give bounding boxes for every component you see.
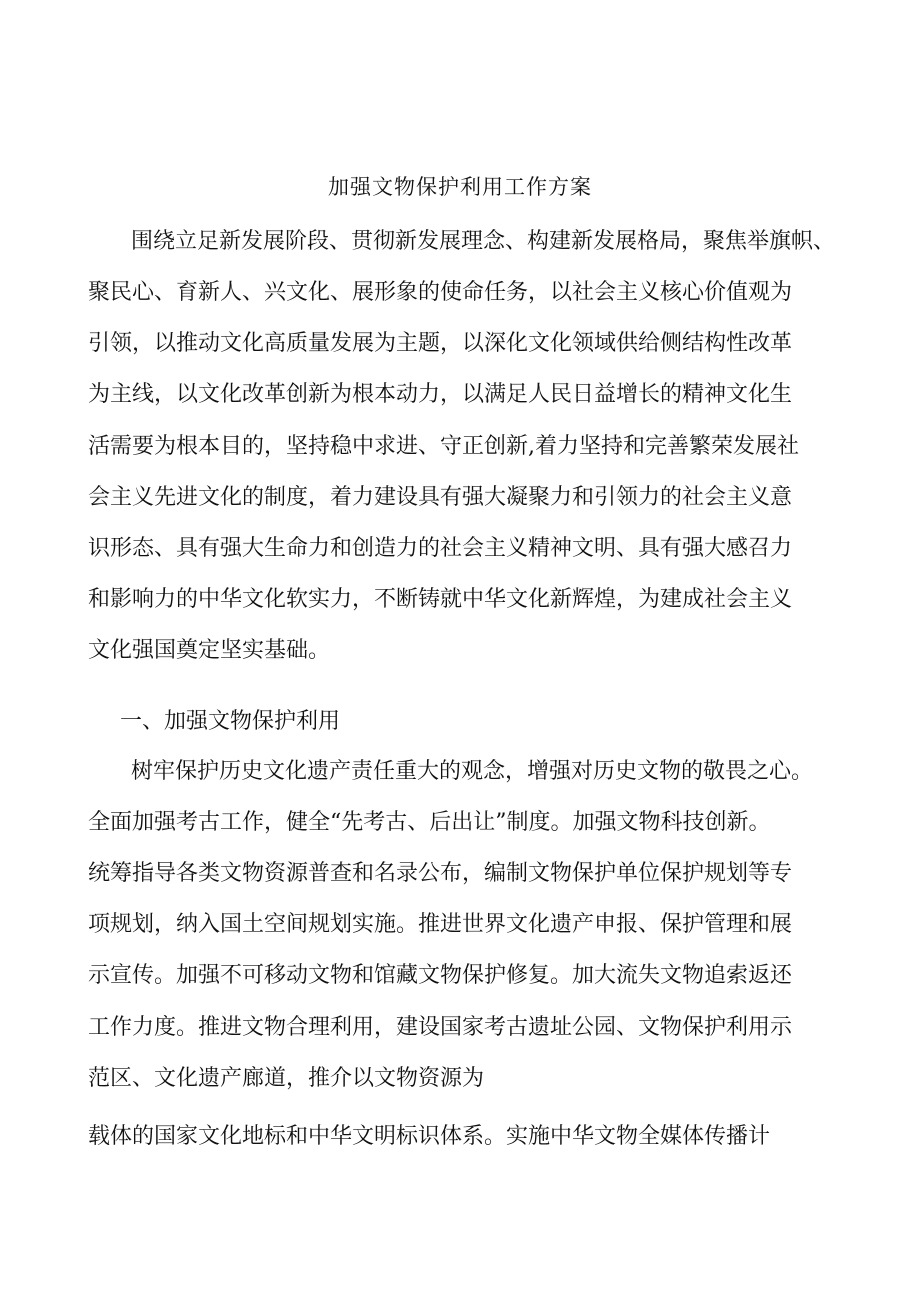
intro-line: 和影响力的中华文化软实力，不断铸就中华文化新辉煌，为建成社会主义 [88,587,793,612]
intro-line: 引领，以推动文化高质量发展为主题，以深化文化领域供给侧结构性改革 [88,331,793,356]
section-line: 树牢保护历史文化遗产责任重大的观念，增强对历史文物的敬畏之心。 [131,759,814,784]
intro-line: 会主义先进文化的制度，着力建设具有强大凝聚力和引领力的社会主义意 [88,485,793,510]
intro-line: 活需要为根本目的，坚持稳中求进、守正创新,着力坚持和完善繁荣发展社 [88,434,799,459]
section-line: 范区、文化遗产廊道，推介以文物资源为 [88,1066,485,1091]
document-title: 加强文物保护利用工作方案 [328,175,592,199]
section-line: 全面加强考古工作，健全“先考古、后出让”制度。加强文物科技创新。 [88,810,771,835]
section-line: 示宣传。加强不可移动文物和馆藏文物保护修复。加大流失文物追索返还 [88,963,793,988]
section-line: 载体的国家文化地标和中华文明标识体系。实施中华文物全媒体传播计 [88,1124,771,1149]
intro-line: 为主线，以文化改革创新为根本动力，以满足人民日益增长的精神文化生 [88,382,793,407]
intro-line: 围绕立足新发展阶段、贯彻新发展理念、构建新发展格局，聚焦举旗帜、 [131,229,836,254]
intro-line: 聚民心、育新人、兴文化、展形象的使命任务，以社会主义核心价值观为 [88,280,793,305]
intro-line: 文化强国奠定坚实基础。 [88,638,331,663]
intro-line: 识形态、具有强大生命力和创造力的社会主义精神文明、具有强大感召力 [88,536,793,561]
section-line: 项规划，纳入国土空间规划实施。推进世界文化遗产申报、保护管理和展 [88,912,793,937]
section-line: 工作力度。推进文物合理利用，建设国家考古遗址公园、文物保护利用示 [88,1015,793,1040]
section-heading: 一、加强文物保护利用 [120,709,341,734]
section-line: 统筹指导各类文物资源普查和名录公布，编制文物保护单位保护规划等专 [88,861,793,886]
